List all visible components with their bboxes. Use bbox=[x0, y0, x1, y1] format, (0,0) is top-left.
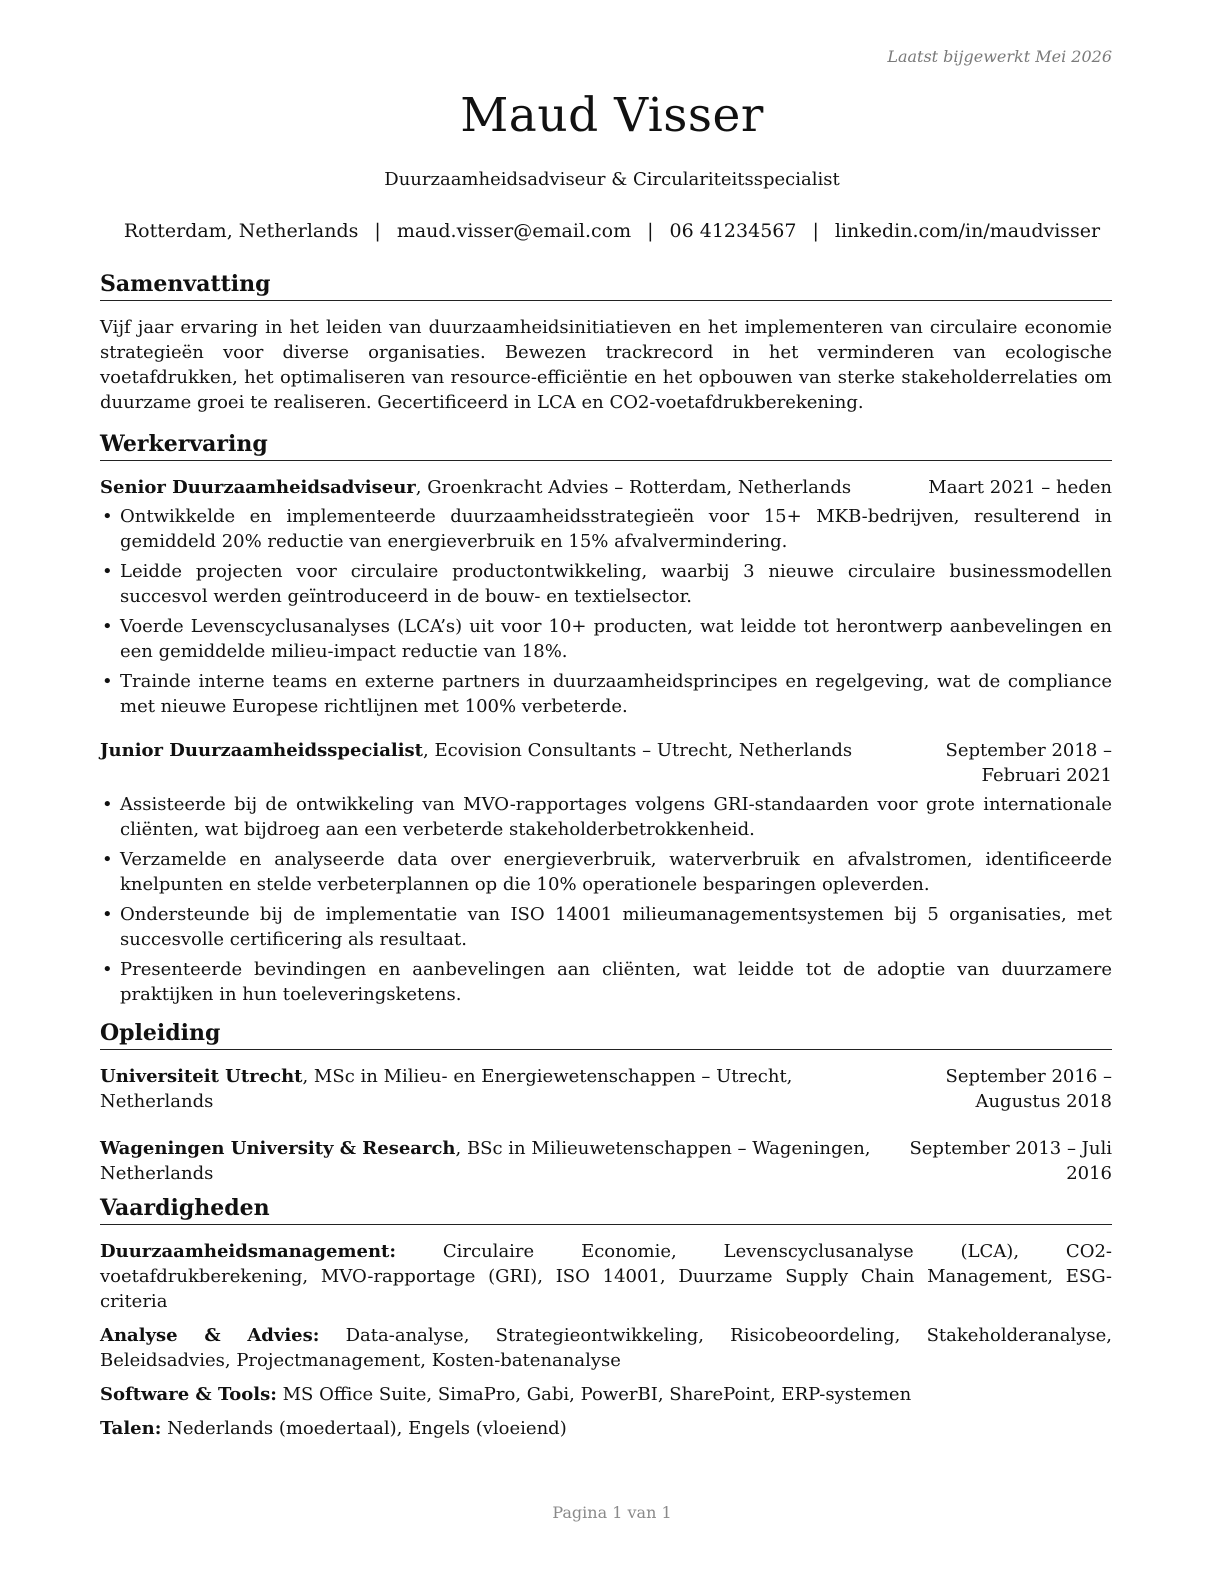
list-item: • Assisteerde bij de ontwikkeling van MVO-rapportages volgens GRI-standaarden voor grote internationale cliënten, wat bijdroeg aan een verbeterde stakeholderbetrokkenheid. bbox=[100, 792, 1112, 842]
list-item: • Verzamelde en analyseerde data over energieverbruik, waterverbruik en afvalstromen, identificeerde knelpunten en stelde verbeterplannen op die 10% operationele besparingen opleverden. bbox=[100, 847, 1112, 897]
job-title: Junior Duurzaamheidsspecialist bbox=[100, 740, 423, 761]
section-heading-education: Opleiding bbox=[100, 1017, 1112, 1050]
job-header bbox=[100, 475, 1112, 500]
education-degree: , MSc in Milieu- en Energiewetenschappen – Utrecht, Netherlands bbox=[100, 1066, 793, 1112]
skill-value: MS Office Suite, SimaPro, Gabi, PowerBI, SharePoint, ERP-systemen bbox=[276, 1384, 912, 1405]
skill-label: Duurzaamheidsmanagement: bbox=[100, 1241, 396, 1262]
experience-section bbox=[100, 428, 1112, 1007]
education-school: Wageningen University & Research bbox=[100, 1138, 456, 1159]
skill-label: Talen: bbox=[100, 1418, 162, 1439]
list-item: • Ontwikkelde en implementeerde duurzaamheidsstrategieën voor 15+ MKB-bedrijven, resulterend in gemiddeld 20% reductie van energieverbruik en 15% afvalvermindering. bbox=[100, 504, 1112, 554]
contact-line bbox=[0, 219, 1224, 244]
contact-separator: | bbox=[812, 220, 819, 242]
education-dates: September 2016 – Augustus 2018 bbox=[945, 1066, 1112, 1112]
skills-section bbox=[100, 1192, 1112, 1441]
skill-row bbox=[100, 1239, 1112, 1314]
contact-separator: | bbox=[647, 220, 654, 242]
contact-email[interactable]: maud.visser@email.com bbox=[396, 220, 632, 242]
section-heading-experience: Werkervaring bbox=[100, 428, 1112, 461]
list-item: • Trainde interne teams en externe partners in duurzaamheidsprincipes en regelgeving, wat de compliance met nieuwe Europese richtlijnen met 100% verbeterde. bbox=[100, 669, 1112, 719]
job-dates: September 2018 – Februari 2021 bbox=[945, 740, 1112, 786]
contact-linkedin[interactable]: linkedin.com/in/maudvisser bbox=[834, 220, 1101, 242]
job-organization: , Groenkracht Advies – Rotterdam, Netherlands bbox=[415, 477, 852, 498]
education-line bbox=[100, 1064, 880, 1114]
education-section bbox=[100, 1017, 1112, 1186]
skill-row bbox=[100, 1416, 1112, 1441]
section-heading-skills: Vaardigheden bbox=[100, 1192, 1112, 1225]
candidate-name: Maud Visser bbox=[460, 88, 764, 143]
contact-location: Rotterdam, Netherlands bbox=[123, 220, 359, 242]
education-line bbox=[100, 1136, 880, 1186]
skill-value: Nederlands (moedertaal), Engels (vloeiend) bbox=[161, 1418, 567, 1439]
job-organization: , Ecovision Consultants – Utrecht, Netherlands bbox=[423, 740, 853, 761]
education-entry bbox=[100, 1064, 1112, 1114]
skill-label: Software & Tools: bbox=[100, 1384, 277, 1405]
skill-row bbox=[100, 1323, 1112, 1373]
contact-phone: 06 41234567 bbox=[669, 220, 797, 242]
summary-section bbox=[100, 268, 1112, 415]
page-number: Pagina 1 van 1 bbox=[552, 1503, 672, 1522]
education-entry bbox=[100, 1136, 1112, 1186]
job-dates: Maart 2021 – heden bbox=[928, 477, 1112, 498]
education-degree: , BSc in Milieuwetenschappen – Wageningen, Netherlands bbox=[100, 1138, 871, 1184]
job-bullets bbox=[100, 504, 1112, 719]
job-entry bbox=[100, 738, 1112, 1007]
list-item: • Leidde projecten voor circulaire productontwikkeling, waarbij 3 nieuwe circulaire businessmodellen succesvol werden geïntroduceerd in de bouw- en textielsector. bbox=[100, 559, 1112, 609]
list-item: • Ondersteunde bij de implementatie van ISO 14001 milieumanagementsystemen bij 5 organisaties, met succesvolle certificering als resultaat. bbox=[100, 902, 1112, 952]
summary-text: Vijf jaar ervaring in het leiden van duurzaamheidsinitiatieven en het implementeren van circulaire economie strategieën voor diverse organisaties. Bewezen trackrecord in het verminderen van ecologische voetafdrukken, het optimaliseren van resource-efficiëntie en het opbouwen van sterke stakeholderrelaties om duurzame groei te realiseren. Gecertificeerd in LCA en CO2-voetafdrukberekening. bbox=[100, 317, 1112, 413]
education-dates: September 2013 – Juli 2016 bbox=[909, 1138, 1112, 1184]
contact-separator: | bbox=[374, 220, 381, 242]
job-header bbox=[100, 738, 1112, 788]
education-school: Universiteit Utrecht bbox=[100, 1066, 303, 1087]
resume-content bbox=[100, 268, 1112, 1450]
skill-value: Circulaire Economie, Levenscyclusanalyse (LCA), CO2-voetafdrukberekening, MVO-rapportage (GRI), ISO 14001, Duurzame Supply Chain Management, ESG-criteria bbox=[100, 1241, 1112, 1312]
job-title-line bbox=[100, 738, 880, 763]
candidate-tagline: Duurzaamheidsadviseur & Circulariteitsspecialist bbox=[384, 169, 840, 190]
job-title: Senior Duurzaamheidsadviseur bbox=[100, 477, 416, 498]
list-item: • Voerde Levenscyclusanalyses (LCA’s) uit voor 10+ producten, wat leidde tot herontwerp aanbevelingen en een gemiddelde milieu-impact reductie van 18%. bbox=[100, 614, 1112, 664]
section-heading-summary: Samenvatting bbox=[100, 268, 1112, 301]
last-updated-note: Laatst bijgewerkt Mei 2026 bbox=[887, 47, 1112, 66]
job-entry bbox=[100, 475, 1112, 719]
skill-label: Analyse & Advies: bbox=[100, 1325, 320, 1346]
job-bullets bbox=[100, 792, 1112, 1007]
skill-value: Data-analyse, Strategieontwikkeling, Risicobeoordeling, Stakeholderanalyse, Beleidsadvies, Projectmanagement, Kosten-batenanalyse bbox=[100, 1325, 1112, 1371]
list-item: • Presenteerde bevindingen en aanbevelingen aan cliënten, wat leidde tot de adoptie van duurzamere praktijken in hun toeleveringsketens. bbox=[100, 957, 1112, 1007]
job-title-line bbox=[100, 475, 928, 500]
skill-row bbox=[100, 1382, 1112, 1407]
